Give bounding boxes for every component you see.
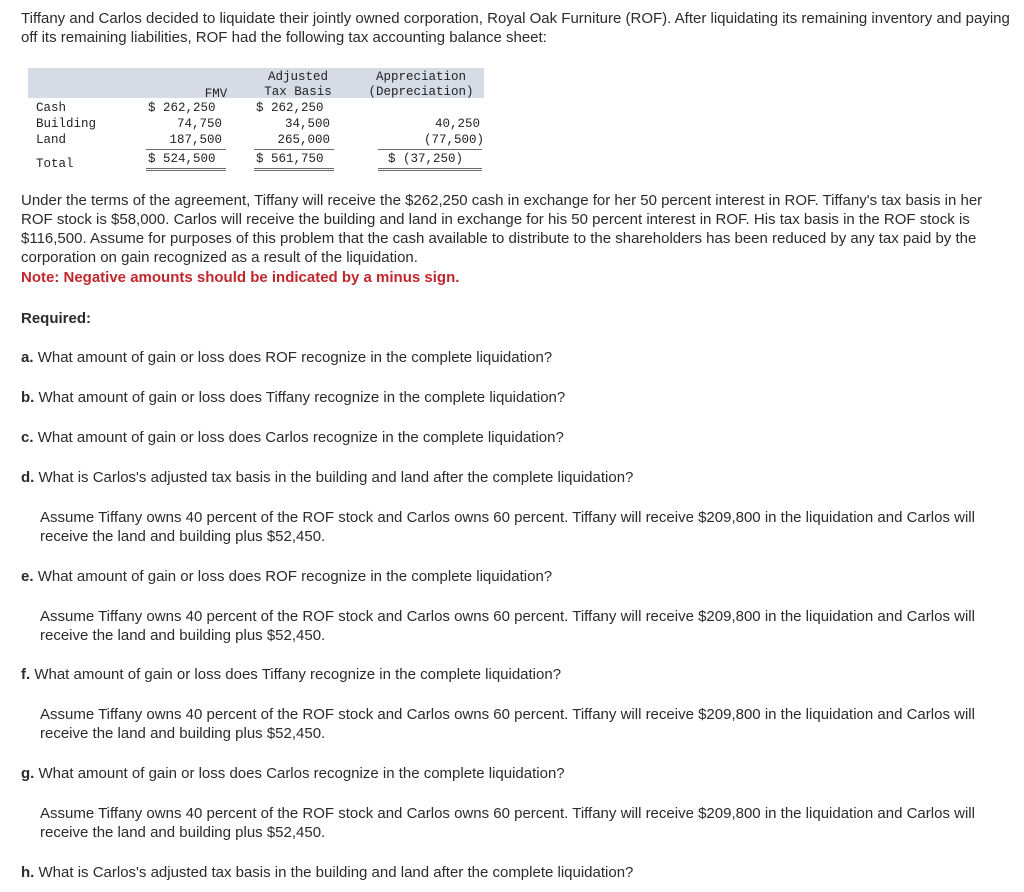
total-rule-basis bbox=[254, 149, 334, 150]
double-rule-app-1 bbox=[378, 168, 482, 169]
row-land-label: Land bbox=[36, 133, 67, 147]
row-building-basis: 34,500 bbox=[284, 117, 330, 131]
assumption-4: Assume Tiffany owns 40 percent of the ROF stock and Carlos owns 60 percent. Tiffany will receive $209,800 in the liquidation and Carlos will receive the land and building plus $52,450. bbox=[40, 805, 975, 841]
row-total-fmv: $ 524,500 bbox=[148, 152, 216, 166]
row-land-app: (77,500) bbox=[423, 133, 484, 147]
row-building-fmv: 74,750 bbox=[176, 117, 222, 131]
row-land-basis: 265,000 bbox=[277, 133, 330, 147]
header-fmv: FMV bbox=[204, 87, 228, 101]
question-b: b. What amount of gain or loss does Tiffany recognize in the complete liquidation? bbox=[21, 389, 566, 406]
balance-sheet-table bbox=[28, 68, 484, 172]
assumption-3: Assume Tiffany owns 40 percent of the ROF stock and Carlos owns 60 percent. Tiffany will receive $209,800 in the liquidation and Carlos will receive the land and building plus $52,450. bbox=[40, 706, 975, 742]
assumption-1: Assume Tiffany owns 40 percent of the ROF stock and Carlos owns 60 percent. Tiffany will receive $209,800 in the liquidation and Carlos will receive the land and building plus $52,450. bbox=[40, 509, 975, 545]
terms-paragraph: Under the terms of the agreement, Tiffany will receive the $262,250 cash in exchange for her 50 percent interest in ROF. Tiffany's tax basis in her ROF stock is $58,000. Carlos will receive the building and land in exchange for his 50 percent interest in ROF. His tax basis in the ROF stock is $116,500. Assume for purposes of this problem that the cash available to distribute to the shareholders has been reduced by any tax paid by the corporation on gain recognized as a result of the liquidation. bbox=[21, 192, 983, 266]
question-h: h. What is Carlos's adjusted tax basis in the building and land after the complete liquidation? bbox=[21, 864, 634, 881]
row-total-label: Total bbox=[36, 157, 74, 171]
row-building-label: Building bbox=[36, 117, 97, 131]
double-rule-fmv-2 bbox=[146, 170, 226, 171]
double-rule-fmv-1 bbox=[146, 168, 226, 169]
required-heading: Required: bbox=[21, 310, 92, 327]
question-e: e. What amount of gain or loss does ROF recognize in the complete liquidation? bbox=[21, 568, 553, 585]
header-app-1: Appreciation bbox=[375, 70, 466, 84]
header-app-2: (Depreciation) bbox=[368, 85, 474, 99]
row-cash-fmv: $ 262,250 bbox=[148, 101, 216, 115]
question-a: a. What amount of gain or loss does ROF recognize in the complete liquidation? bbox=[21, 349, 553, 366]
question-c: c. What amount of gain or loss does Carlos recognize in the complete liquidation? bbox=[21, 429, 564, 446]
total-rule-fmv bbox=[146, 149, 226, 150]
row-land-fmv: 187,500 bbox=[169, 133, 222, 147]
row-total-basis: $ 561,750 bbox=[256, 152, 324, 166]
row-building-app: 40,250 bbox=[434, 117, 480, 131]
double-rule-app-2 bbox=[378, 170, 482, 171]
double-rule-basis-2 bbox=[254, 170, 334, 171]
row-cash-basis: $ 262,250 bbox=[256, 101, 324, 115]
question-g: g. What amount of gain or loss does Carlos recognize in the complete liquidation? bbox=[21, 765, 565, 782]
intro-paragraph: Tiffany and Carlos decided to liquidate their jointly owned corporation, Royal Oak Furniture (ROF). After liquidating its remaining inventory and paying off its remaining liabilities, ROF had the following tax accounting balance sheet: bbox=[21, 10, 1010, 46]
header-basis-1: Adjusted bbox=[267, 70, 328, 84]
row-cash-label: Cash bbox=[36, 101, 67, 115]
header-basis-2: Tax Basis bbox=[264, 85, 332, 99]
question-f: f. What amount of gain or loss does Tiffany recognize in the complete liquidation? bbox=[21, 666, 562, 683]
double-rule-basis-1 bbox=[254, 168, 334, 169]
total-rule-app bbox=[378, 149, 482, 150]
note-text: Note: Negative amounts should be indicated by a minus sign. bbox=[21, 269, 460, 286]
question-d: d. What is Carlos's adjusted tax basis in the building and land after the complete liquidation? bbox=[21, 469, 634, 486]
assumption-2: Assume Tiffany owns 40 percent of the ROF stock and Carlos owns 60 percent. Tiffany will receive $209,800 in the liquidation and Carlos will receive the land and building plus $52,450. bbox=[40, 608, 975, 644]
row-total-app: $ (37,250) bbox=[388, 152, 464, 166]
